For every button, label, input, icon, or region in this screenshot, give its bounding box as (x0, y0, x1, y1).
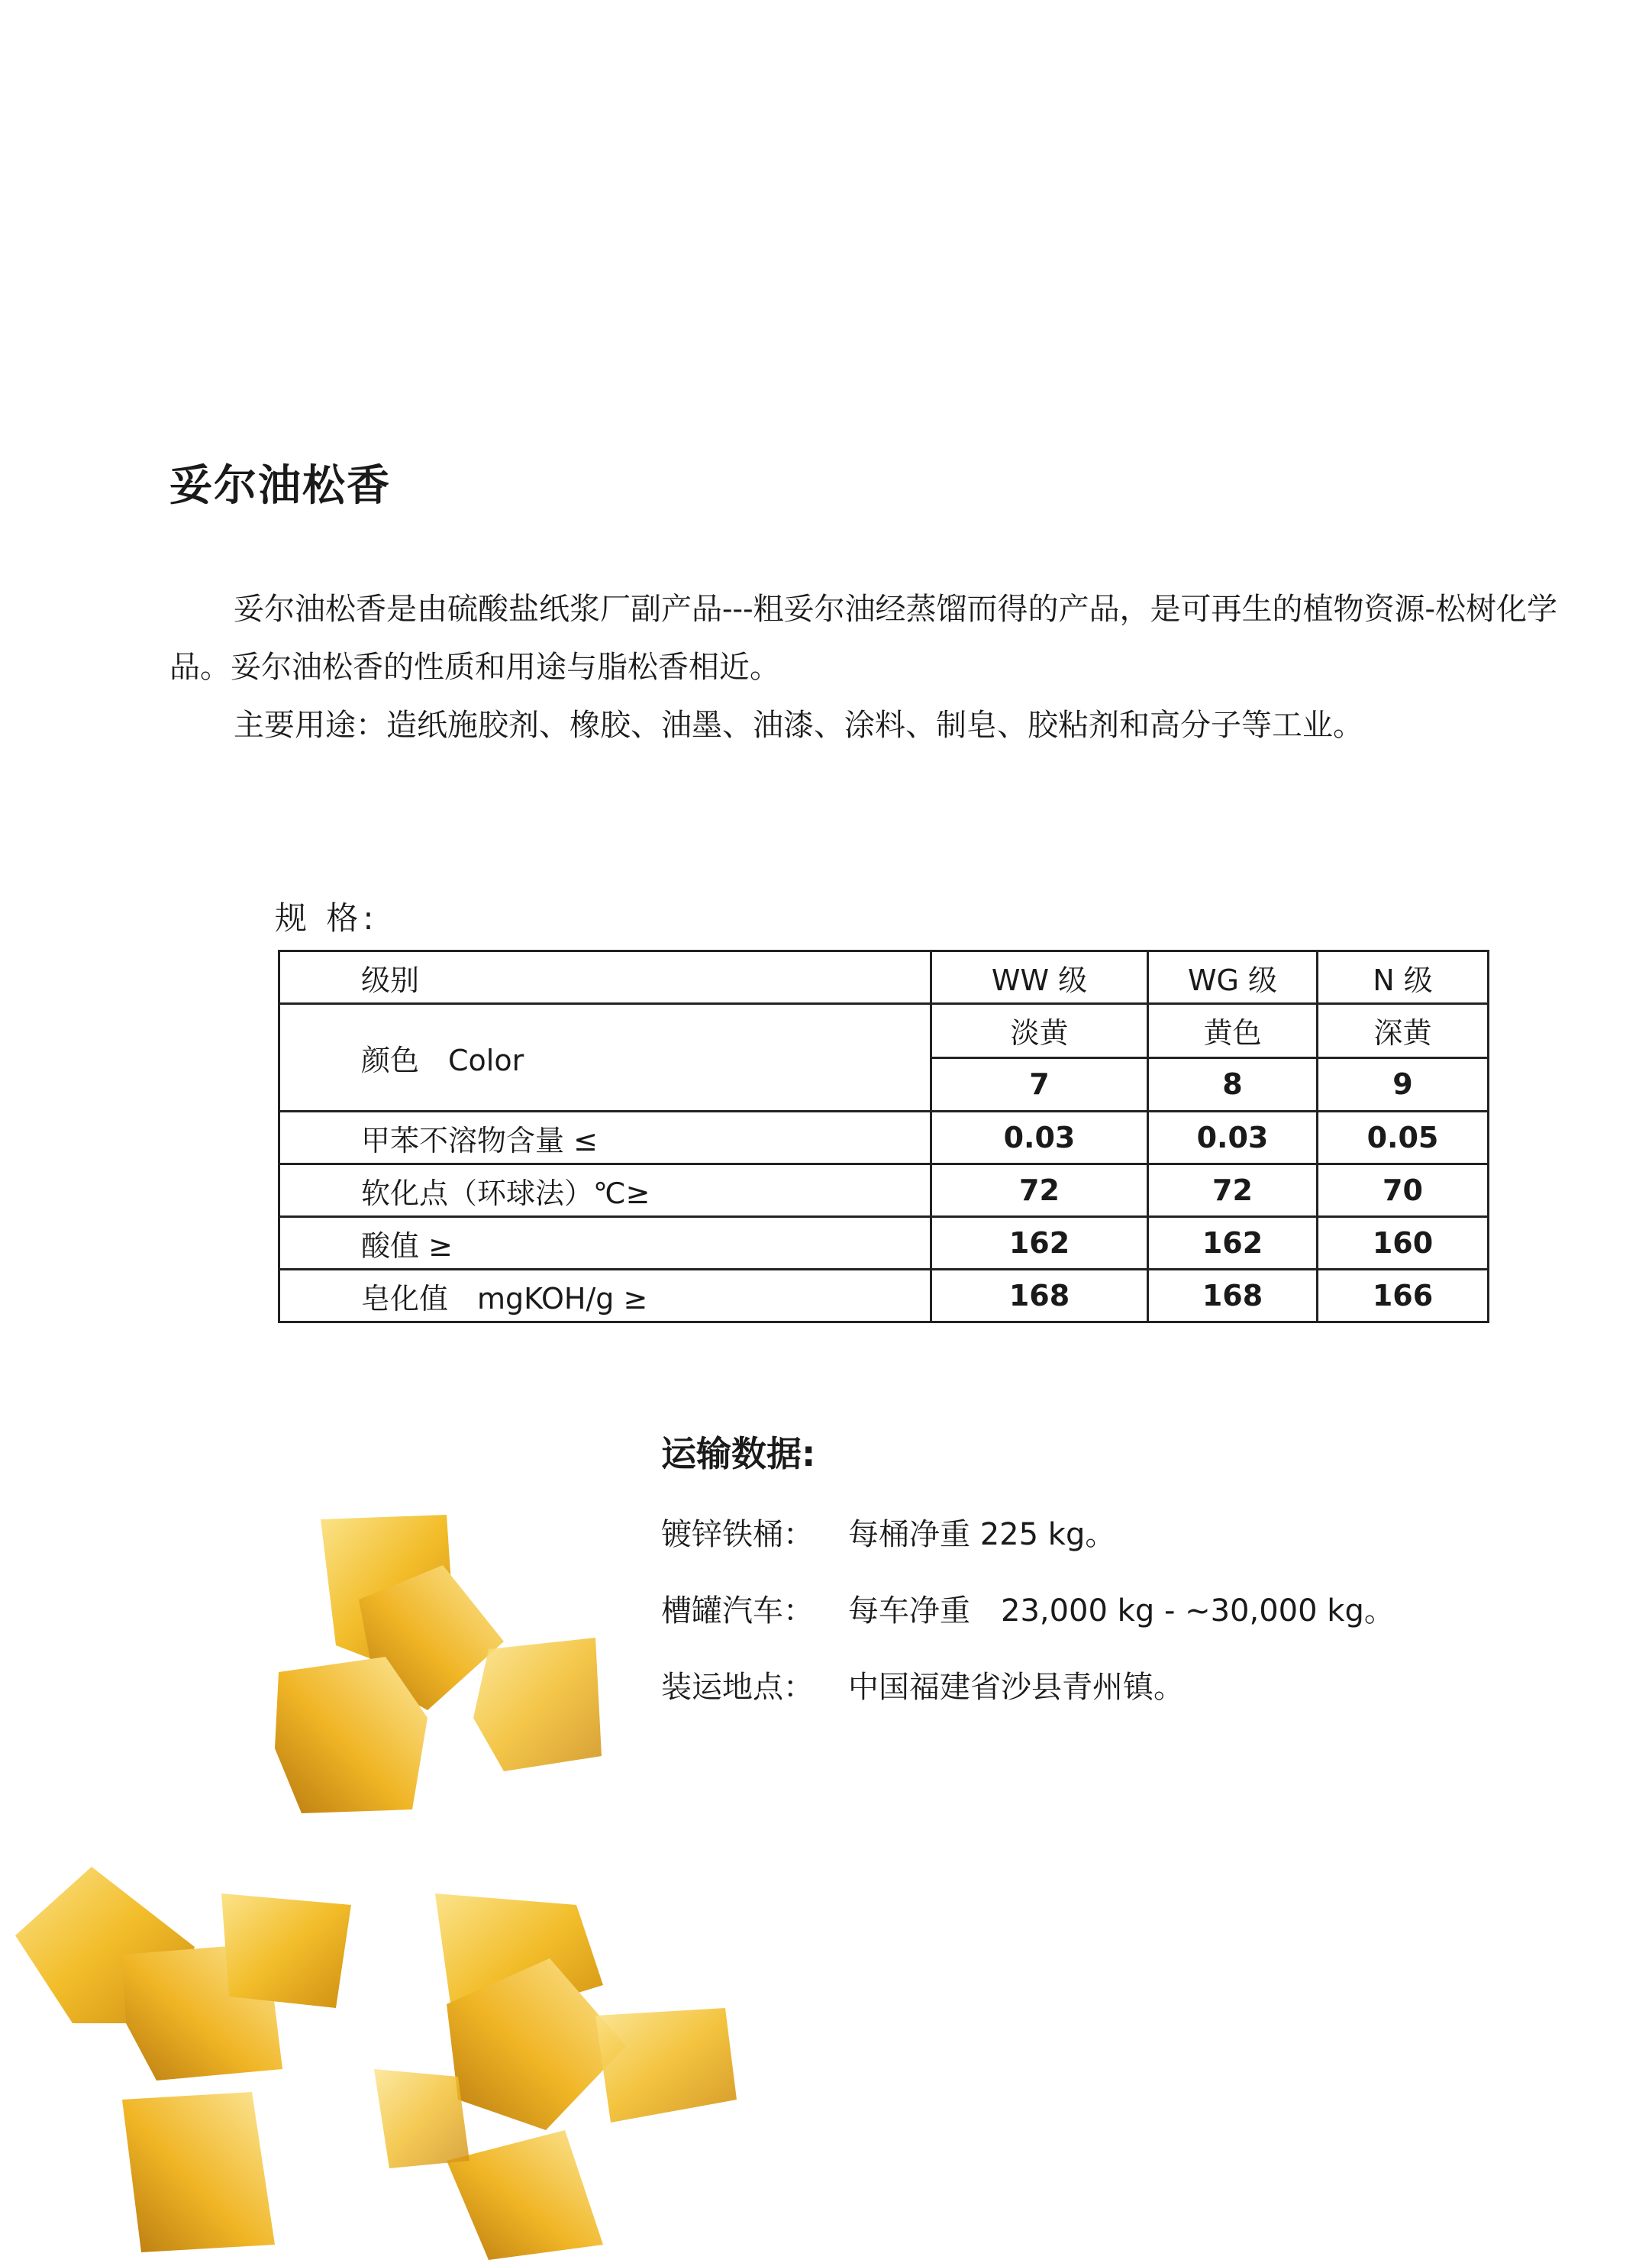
shipping-key: 镀锌铁桶： (661, 1517, 814, 1552)
color-label: 颜色 Color (279, 1004, 931, 1112)
table-row (279, 1217, 1489, 1270)
color-number-wg: 8 (1148, 1057, 1318, 1112)
rosin-photo (0, 1489, 763, 2263)
cell-value: 72 (1148, 1164, 1318, 1217)
table-row (279, 1270, 1489, 1322)
shipping-value: 每桶净重 225 kg。 (848, 1517, 1116, 1552)
row-label: 皂化值 mgKOH/g ≥ (279, 1270, 931, 1322)
shipping-key: 槽罐汽车： (661, 1593, 814, 1629)
intro-usage: 主要用途：造纸施胶剂、橡胶、油墨、油漆、涂料、制皂、胶粘剂和高分子等工业。 (234, 708, 1363, 743)
color-name-n: 深黄 (1318, 1004, 1489, 1058)
shipping-item (661, 1587, 1395, 1630)
shipping-value: 每车净重 23,000 kg - ~30,000 kg。 (848, 1593, 1395, 1629)
cell-value: 168 (1148, 1270, 1318, 1322)
row-label: 酸值 ≥ (279, 1217, 931, 1270)
spec-label: 规 格: (275, 899, 379, 937)
color-number-ww: 7 (931, 1057, 1148, 1112)
color-name-ww: 淡黄 (931, 1004, 1148, 1058)
color-name-wg: 黄色 (1148, 1004, 1318, 1058)
intro-text (169, 580, 1605, 754)
shipping-title: 运输数据: (661, 1433, 816, 1474)
cell-value: 162 (1148, 1217, 1318, 1270)
shipping-value: 中国福建省沙县青州镇。 (848, 1670, 1184, 1705)
cell-value: 72 (931, 1164, 1148, 1217)
col-header-wg: WG 级 (1148, 951, 1318, 1004)
table-row (279, 1164, 1489, 1217)
row-label: 甲苯不溶物含量 ≤ (279, 1112, 931, 1164)
color-number-n: 9 (1318, 1057, 1489, 1112)
cell-value: 0.03 (931, 1112, 1148, 1164)
shipping-key: 装运地点： (661, 1670, 814, 1705)
intro-paragraph: 妥尔油松香是由硫酸盐纸浆厂副产品---粗妥尔油经蒸馏而得的产品，是可再生的植物资源-松树化学品。妥尔油松香的性质和用途与脂松香相近。 (169, 592, 1558, 685)
cell-value: 160 (1318, 1217, 1489, 1270)
cell-value: 162 (931, 1217, 1148, 1270)
cell-value: 168 (931, 1270, 1148, 1322)
col-header-n: N 级 (1318, 951, 1489, 1004)
cell-value: 70 (1318, 1164, 1489, 1217)
cell-value: 0.03 (1148, 1112, 1318, 1164)
row-label: 软化点（环球法）℃≥ (279, 1164, 931, 1217)
cell-value: 166 (1318, 1270, 1489, 1322)
table-row (279, 1112, 1489, 1164)
grade-header: 级别 (279, 951, 931, 1004)
rosin-chunks (15, 1515, 737, 2260)
table-row (279, 1004, 1489, 1058)
page-title: 妥尔油松香 (169, 461, 391, 511)
spec-table (278, 950, 1489, 1323)
col-header-ww: WW 级 (931, 951, 1148, 1004)
cell-value: 0.05 (1318, 1112, 1489, 1164)
table-row (279, 951, 1489, 1004)
